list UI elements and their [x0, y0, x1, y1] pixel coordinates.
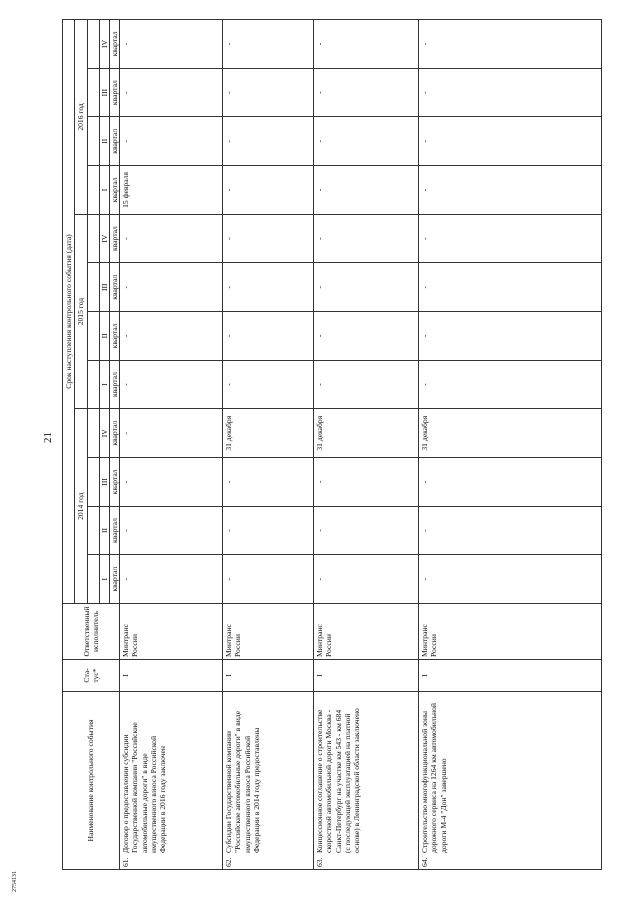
deadline-cell: - — [120, 555, 223, 604]
deadline-cell: - — [314, 117, 419, 166]
header-quarter-number: IV — [99, 20, 109, 69]
deadline-cell: - — [419, 117, 602, 166]
header-spacer-cell — [87, 20, 99, 69]
header-quarter-word: квартал — [109, 20, 119, 69]
status-cell: I — [120, 660, 223, 692]
deadline-cell: - — [120, 506, 223, 555]
deadline-cell: - — [223, 214, 314, 263]
deadline-cell: - — [120, 360, 223, 409]
deadline-cell: - — [419, 506, 602, 555]
deadline-cell: - — [314, 506, 419, 555]
event-number: 61. — [121, 857, 130, 867]
deadline-cell: - — [314, 68, 419, 117]
deadline-cell: - — [223, 166, 314, 215]
header-quarter-word: квартал — [109, 68, 119, 117]
deadline-cell: - — [223, 312, 314, 361]
event-name: Строительство многофункциональной зоны дорожного сервиса на 1264 км автомобильной дороги М-4 "Дон" завершено — [420, 703, 448, 853]
status-cell: I — [314, 660, 419, 692]
deadline-cell: - — [223, 68, 314, 117]
deadline-cell: - — [223, 555, 314, 604]
deadline-cell: - — [419, 166, 602, 215]
header-spacer-cell — [87, 263, 99, 312]
table-body — [120, 20, 602, 870]
header-year: 2015 год — [75, 214, 87, 409]
deadline-cell: - — [223, 117, 314, 166]
table-row — [223, 20, 314, 870]
deadline-cell: - — [120, 458, 223, 507]
deadline-cell: 31 декабря — [419, 409, 602, 458]
event-cell — [223, 692, 314, 870]
deadline-cell: - — [314, 20, 419, 69]
deadline-cell: - — [120, 20, 223, 69]
page-number: 21 — [42, 432, 54, 443]
deadline-cell: - — [419, 20, 602, 69]
status-cell: I — [223, 660, 314, 692]
deadline-cell: - — [314, 312, 419, 361]
event-number: 62. — [224, 857, 233, 867]
event-cell — [419, 692, 602, 870]
header-quarter-word: квартал — [109, 312, 119, 361]
header-spacer-cell — [87, 360, 99, 409]
deadline-cell: - — [223, 506, 314, 555]
header-quarter-number: II — [99, 117, 109, 166]
header-quarter-word: квартал — [109, 360, 119, 409]
deadline-cell: - — [314, 263, 419, 312]
deadline-cell: - — [120, 409, 223, 458]
table-row — [120, 20, 223, 870]
event-name: Договор о предоставлении субсидии Государственной компании "Российские автомобильные дороги" в виде имущественного взноса Российской Федерации в 2016 году заключен — [121, 722, 167, 853]
event-number: 64. — [420, 857, 429, 867]
header-spacer-cell — [87, 312, 99, 361]
deadline-cell: - — [120, 68, 223, 117]
header-quarter-word: квартал — [109, 458, 119, 507]
header-quarter-word: квартал — [109, 506, 119, 555]
header-spacer-cell — [87, 68, 99, 117]
deadline-cell: - — [223, 263, 314, 312]
deadline-cell: - — [419, 458, 602, 507]
deadline-cell: - — [419, 360, 602, 409]
event-cell — [314, 692, 419, 870]
deadline-cell: - — [314, 555, 419, 604]
deadline-cell: - — [314, 214, 419, 263]
header-spacer-cell — [87, 117, 99, 166]
document-code: 2754131 — [12, 871, 18, 892]
responsible-cell: Минтранс России — [314, 604, 419, 660]
deadline-cell: - — [120, 117, 223, 166]
header-year: 2016 год — [75, 20, 87, 215]
deadline-cell: - — [419, 555, 602, 604]
deadline-cell: 31 декабря — [223, 409, 314, 458]
deadline-cell: 15 февраля — [120, 166, 223, 215]
deadline-cell: - — [314, 360, 419, 409]
header-quarter-word: квартал — [109, 214, 119, 263]
deadline-cell: - — [314, 166, 419, 215]
deadline-cell: - — [419, 214, 602, 263]
table-row — [419, 20, 602, 870]
header-quarter-number: I — [99, 360, 109, 409]
deadline-cell: - — [314, 458, 419, 507]
event-name: Концессионное соглашение о строительстве скоростной автомобильной дороги Москва - Санкт-Петербург на участке км 543 - км 684 (с последующей эксплуатацией на платной основе) в Ленинградской области заключено — [315, 708, 361, 853]
header-deadline-group: Срок наступления контрольного события (дата) — [63, 20, 75, 604]
header-spacer-cell — [87, 166, 99, 215]
deadline-cell: - — [419, 68, 602, 117]
header-quarter-number: IV — [99, 409, 109, 458]
header-quarter-number: III — [99, 68, 109, 117]
event-cell — [120, 692, 223, 870]
header-quarter-word: квартал — [109, 117, 119, 166]
deadline-cell: - — [223, 20, 314, 69]
table-row — [314, 20, 419, 870]
table-header — [63, 20, 120, 870]
header-year: 2014 год — [75, 409, 87, 604]
event-name: Субсидии Государственной компании "Российские автомобильные дороги" в виде имущественного взноса Российской Федерации в 2014 году предоставлены — [224, 710, 261, 853]
header-quarter-number: I — [99, 555, 109, 604]
deadline-cell: - — [419, 312, 602, 361]
responsible-cell: Минтранс России — [419, 604, 602, 660]
header-quarter-word: квартал — [109, 555, 119, 604]
header-quarter-number: IV — [99, 214, 109, 263]
header-responsible: Ответственный исполнитель — [63, 604, 120, 660]
rotated-table-container — [62, 20, 610, 870]
header-spacer-cell — [87, 458, 99, 507]
header-spacer-cell — [87, 214, 99, 263]
header-quarter-word: квартал — [109, 409, 119, 458]
header-quarter-word: квартал — [109, 166, 119, 215]
deadline-cell: - — [419, 263, 602, 312]
header-quarter-word: квартал — [109, 263, 119, 312]
deadline-cell: 31 декабря — [314, 409, 419, 458]
header-spacer-cell — [87, 409, 99, 458]
status-cell: I — [419, 660, 602, 692]
responsible-cell: Минтранс России — [223, 604, 314, 660]
header-event-name: Наименование контрольного события — [63, 692, 120, 870]
header-quarter-number: I — [99, 166, 109, 215]
control-events-table — [62, 19, 602, 870]
header-spacer-cell — [87, 555, 99, 604]
header-row-main — [63, 20, 75, 870]
event-number: 63. — [315, 857, 324, 867]
deadline-cell: - — [223, 458, 314, 507]
header-quarter-number: II — [99, 312, 109, 361]
header-status: Ста-тус* — [63, 660, 120, 692]
deadline-cell: - — [223, 360, 314, 409]
deadline-cell: - — [120, 312, 223, 361]
deadline-cell: - — [120, 214, 223, 263]
deadline-cell: - — [120, 263, 223, 312]
header-quarter-number: III — [99, 263, 109, 312]
header-quarter-number: II — [99, 506, 109, 555]
responsible-cell: Минтранс России — [120, 604, 223, 660]
header-spacer-cell — [87, 506, 99, 555]
header-quarter-number: III — [99, 458, 109, 507]
